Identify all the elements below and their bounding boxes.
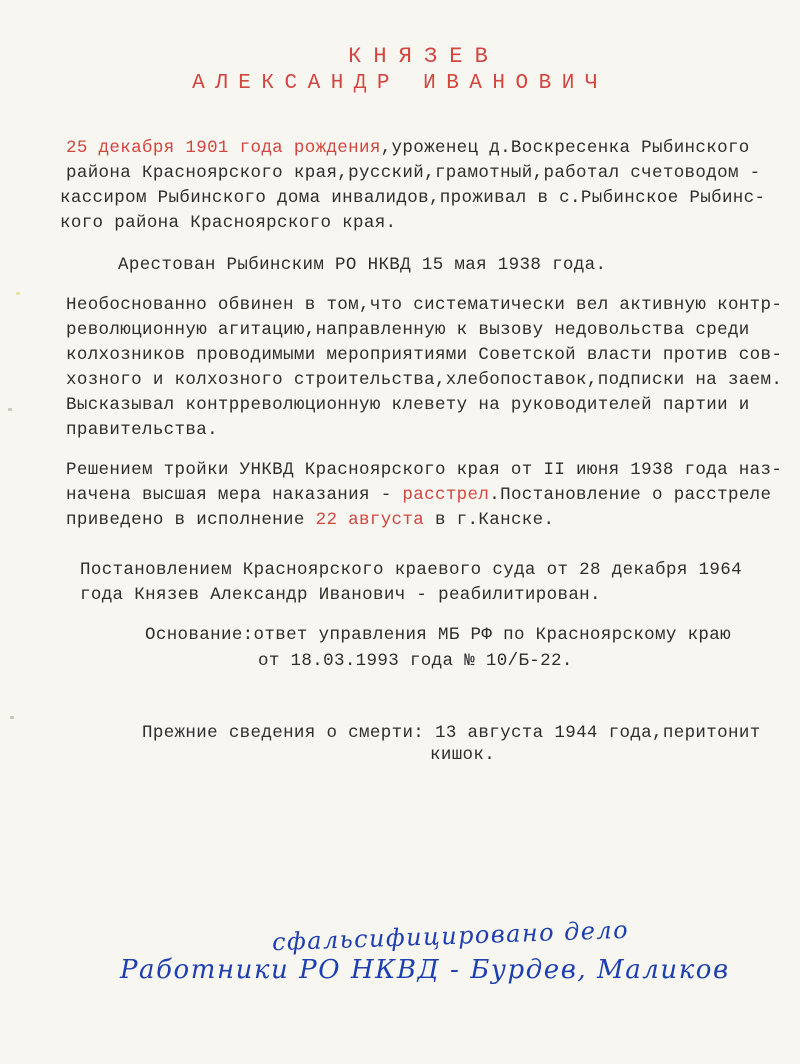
basis-line-1: Основание:ответ управления МБ РФ по Красноярскому краю [145, 625, 731, 645]
accusation-line-4: хозного и колхозного строительства,хлебопоставок,подписки на заем. [66, 370, 783, 390]
sentence-line-3 [66, 510, 554, 530]
handwritten-note-officers: Работники РО НКВД - Бурдев, Маликов [120, 955, 730, 985]
bio-line-3: кассиром Рыбинского дома инвалидов,проживал в с.Рыбинское Рыбинс- [60, 188, 766, 208]
accusation-line-6: правительства. [66, 420, 218, 440]
document-title-surname: КНЯЗЕВ [348, 44, 500, 69]
bio-line-1 [66, 138, 750, 158]
birthplace: ,уроженец д.Воскресенка Рыбинского [380, 138, 750, 158]
execution-text: приведено в исполнение [66, 510, 316, 530]
accusation-line-5: Высказывал контрреволюционную клевету на руководителей партии и [66, 395, 750, 415]
sentence-text: начена высшая мера наказания - [66, 485, 403, 505]
paper-mark [10, 716, 14, 719]
bio-line-2: района Красноярского края,русский,грамотный,работал счетоводом - [66, 163, 761, 183]
document-title-name: АЛЕКСАНДР ИВАНОВИЧ [192, 72, 608, 95]
paper-mark [16, 292, 20, 295]
accusation-line-1: Необоснованно обвинен в том,что систематически вел активную контр- [66, 295, 783, 315]
paper-mark [8, 408, 12, 411]
execution-place: в г.Канске. [424, 510, 555, 530]
bio-line-4: кого района Красноярского края. [60, 213, 397, 233]
rehab-line-1: Постановлением Красноярского краевого суда от 28 декабря 1964 [80, 560, 742, 580]
execution-order-text: .Постановление о расстреле [489, 485, 772, 505]
birth-date: 25 декабря 1901 года рождения [66, 138, 381, 158]
accusation-line-3: колхозников проводимыми мероприятиями Советской власти против сов- [66, 345, 783, 365]
accusation-line-2: революционную агитацию,направленную к вызову недовольства среди [66, 320, 750, 340]
sentence-line-1: Решением тройки УНКВД Красноярского края от II июня 1938 года наз- [66, 460, 783, 480]
execution-word: расстрел [402, 485, 490, 505]
execution-date: 22 августа [315, 510, 425, 530]
handwritten-note-falsified: сфальсифицировано делo [271, 915, 630, 957]
sentence-line-2 [66, 485, 771, 505]
rehab-line-2: года Князев Александр Иванович - реабилитирован. [80, 585, 601, 605]
previous-death-line-2: кишок. [430, 745, 496, 765]
arrest-line: Арестован Рыбинским РО НКВД 15 мая 1938 года. [118, 255, 607, 275]
previous-death-line-1: Прежние сведения о смерти: 13 августа 1944 года,перитонит [142, 723, 761, 743]
basis-line-2: от 18.03.1993 года № 10/Б-22. [258, 651, 573, 671]
